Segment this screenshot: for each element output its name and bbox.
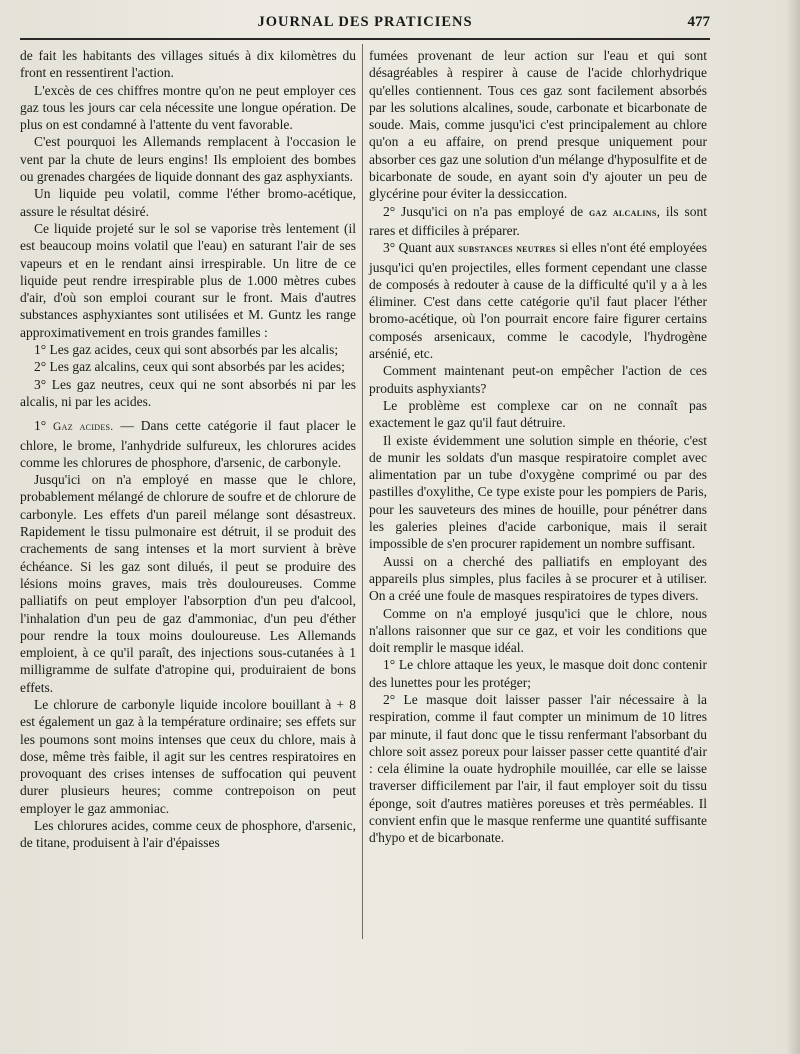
paragraph: Un liquide peu volatil, comme l'éther bromo-acétique, assure le résultat désiré. [20, 186, 356, 219]
list-item: 1° Les gaz acides, ceux qui sont absorbés par les alcalis; [34, 342, 339, 358]
paragraph: fumées provenant de leur action sur l'eau et qui sont désagréables à respirer à cause de l'acide chlorhydrique qu'elles contiennent. Tous ces gaz sont facilement absorbés par les solutions alcalines, soude, carbonate et bicarbonate de soude. Mais, comme jusqu'ici c'est principalement au chlore qu'on a eu affaire, on prend presque uniquement pour absorber ces gaz une solution d'un mélange d'hyposulfite et de bicarbonate de soude, en ayant soin d'y ajouter un peu de glycérine pour éviter la dessiccation. [369, 48, 707, 202]
section-paragraph [20, 417, 356, 471]
running-title: JOURNAL DES PRATICIENS [257, 14, 473, 30]
section-heading: Gaz acides. [53, 421, 114, 434]
section-lead: 2° Jusqu'ici on n'a pas employé de [383, 203, 590, 219]
page-number: 477 [687, 14, 710, 30]
paragraph: Jusqu'ici on n'a employé en masse que le chlore, probablement mélangé de chlorure de soufre et de chlorure de carbonyle. Les effets d'un pareil mélange sont désastreux. Rapidement le tissu pulmonaire est détruit, il se produit des crachements de sang intenses et la mort survient à brève échéance. Si les gaz sont dilués, il peut se produire des lésions moins graves, mais très douloureuses. Comme palliatifs on peut employer l'absorption d'un peu d'alcool, l'inhalation d'un peu de gaz d'ammoniac, d'un peu d'éther pour rendre la toux moins douloureuse. Les Allemands emploient, à ce qu'il paraît, des injections sous-cutanées à 1 milligramme de sulfate d'atropine qui, produiraient de bons effets. [20, 472, 356, 695]
section-text: si elles n'ont été employées jusqu'ici qu'en projectiles, elles forment cependant une classe de composés à redouter à cause de la difficulté qu'il y a à les éliminer. C'est dans cette catégorie qu'il faut placer l'éther bromo-acétique, où l'on pourrait encore faire figurer certains composés arsenicaux, comme le cacodyle, l'hydrogène arsénié, etc. [369, 240, 707, 362]
section-heading: gaz alcalins [589, 206, 657, 219]
section-text: , ils sont rares et difficiles à préparer. [369, 203, 708, 238]
paragraph: Comme on n'a employé jusqu'ici que le chlore, nous n'allons raisonner que sur ce gaz, et voir les conditions que doit remplir le masque idéal. [369, 605, 707, 656]
list-item: 1° Le chlore attaque les yeux, le masque doit donc contenir des lunettes pour les protéger; [369, 657, 707, 690]
left-column [20, 47, 356, 852]
paragraph: Les chlorures acides, comme ceux de phosphore, d'arsenic, de titane, produisent à l'air d'épaisses [20, 818, 356, 851]
column-divider [362, 44, 363, 939]
list-item: 2° Les gaz alcalins, ceux qui sont absorbés par les acides; [34, 359, 345, 375]
paragraph: L'excès de ces chiffres montre qu'on ne peut employer ces gaz tous les jours car cela nécessite une longue opération. De plus on est condamné à l'attente du vent favorable. [20, 82, 356, 133]
section-paragraph [369, 203, 707, 240]
header-rule [20, 38, 710, 40]
list-item: 2° Le masque doit laisser passer l'air nécessaire à la respiration, comme il faut compter un minimum de 10 litres par minute, il faut donc que le tissu renfermant l'absorbant du chlore soit assez poreux pour laisser passer cette quantité d'air : cela élimine la ouate hydrophile mouillée, car elle se laisse traverser difficilement par l'air, il faut employer soit du tissu éponge, soit d'autres matières poreuses et très perméables. Il convient enfin que le masque renferme une quantité suffisante d'hypo et de bicarbonate. [369, 691, 707, 846]
section-lead: 3° Quant aux [383, 240, 459, 256]
paragraph: Il existe évidemment une solution simple en théorie, c'est de munir les soldats d'un masque respiratoire complet avec alimentation par un tube d'oxygène comprimé ou par des pastilles d'oxylithe, Ce type existe pour les pompiers de Paris, pour les sauveteurs des mines de houille, pour pénétrer dans les galeries pleines d'acide carbonique, mais il serait impossible de s'en procurer rapidement un nombre suffisant. [369, 432, 707, 552]
paragraph: C'est pourquoi les Allemands remplacent à l'occasion le vent par la chute de leurs engins! Ils emploient des bombes ou grenades chargées de liquide donnant des gaz asphyxiants. [20, 134, 356, 185]
section-heading: substances neutres [458, 243, 556, 256]
page-header [20, 14, 710, 34]
paragraph: Le problème est complexe car on ne connaît pas exactement le gaz qu'il faut détruire. [369, 397, 707, 431]
paragraph: de fait les habitants des villages situés à dix kilomètres du front en ressentirent l'action. [20, 48, 356, 81]
paragraph: Le chlorure de carbonyle liquide incolore bouillant à + 8 est également un gaz à la température ordinaire; ses effets sur les poumons sont moins intenses que ceux du chlore, mais à dose, même très faible, il agit sur les centres respiratoires en provoquant des crises intenses de suffocation qui peuvent durer plusieurs heures; comme contrepoison on peut employer le gaz ammoniac. [20, 696, 356, 816]
paragraph: Aussi on a cherché des palliatifs en employant des appareils plus simples, plus faciles à se procurer et à utiliser. On a créé une foule de masques respiratoires de types divers. [369, 553, 707, 604]
section-number: 1° [34, 418, 54, 434]
section-paragraph [369, 239, 707, 362]
page-edge-shadow [786, 0, 800, 1054]
paragraph: Ce liquide projeté sur le sol se vaporise très lentement (il est beaucoup moins volatil que l'eau) en saturant l'air de ses vapeurs et en le rendant ainsi irrespirable. Un litre de ce liquide peut rendre irrespirable plus de 1.000 mètres cubes d'air, d'où son emploi courant sur le front. Mais d'autres substances asphyxiantes sont utilisées et M. Guntz les range approximativement en trois grandes familles : [20, 220, 356, 340]
section-text: — Dans cette catégorie il faut placer le chlore, le brome, l'anhydride sulfureux, les chlorures acides comme les chlorures de phosphore, d'arsenic, de carbonyle. [20, 418, 356, 470]
paragraph: Comment maintenant peut-on empêcher l'action de ces produits asphyxiants? [369, 363, 707, 396]
list-item: 3° Les gaz neutres, ceux qui ne sont absorbés ni par les alcalis, ni par les acides. [20, 376, 356, 409]
right-column [369, 47, 707, 847]
